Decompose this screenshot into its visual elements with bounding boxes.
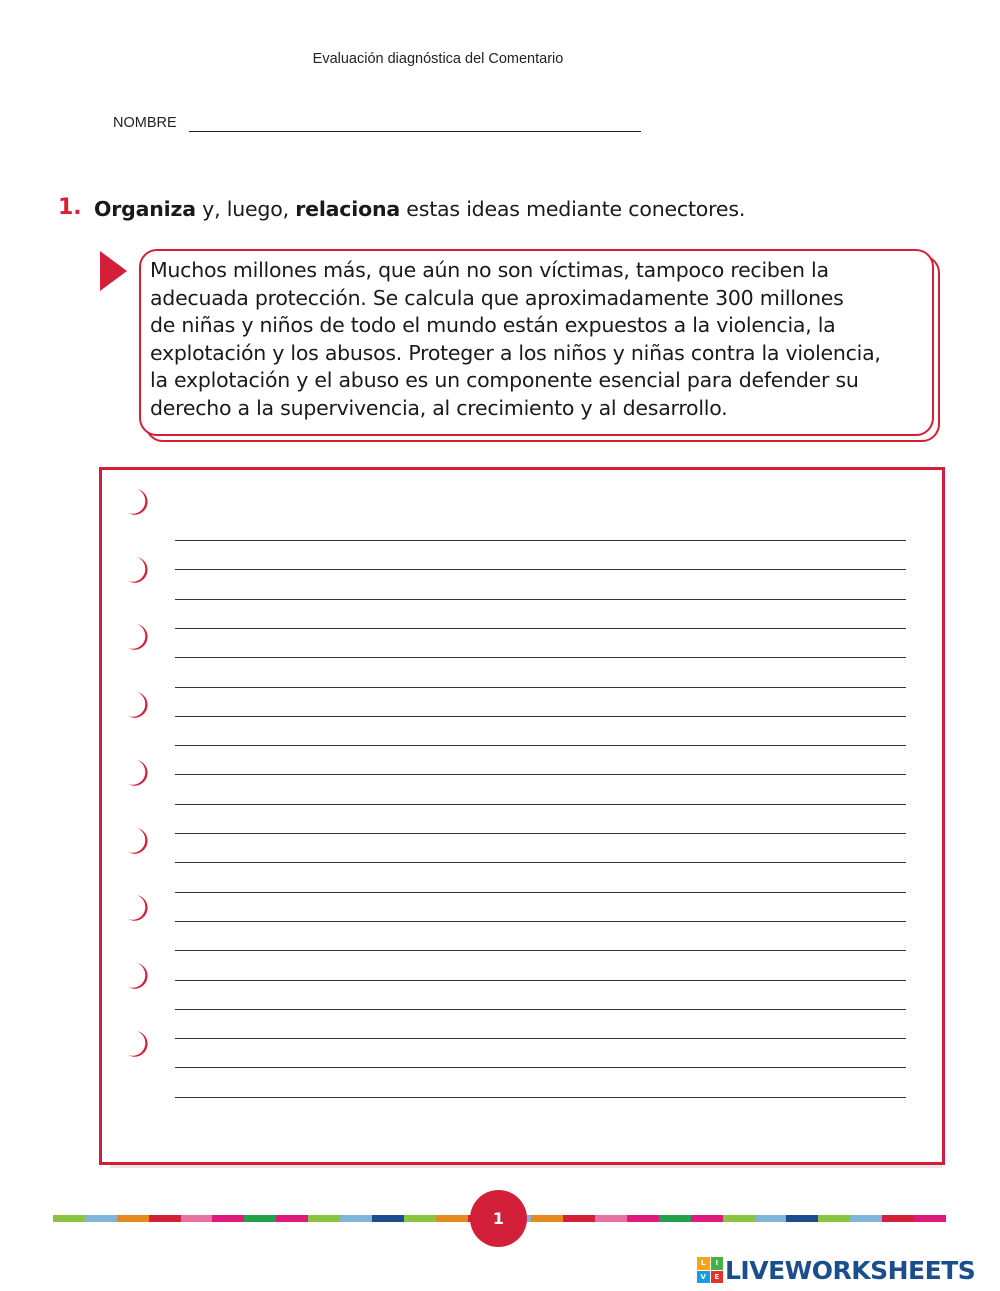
- footer-bar-segment: [691, 1215, 723, 1222]
- answer-rule-line[interactable]: [175, 687, 906, 688]
- answer-rule-line[interactable]: [175, 774, 906, 775]
- footer-bar-segment: [627, 1215, 659, 1222]
- answer-rule-line[interactable]: [175, 921, 906, 922]
- footer-bar-segment: [308, 1215, 340, 1222]
- name-label: NOMBRE: [113, 115, 177, 131]
- footer-bar-segment: [85, 1215, 117, 1222]
- answer-rule-line[interactable]: [175, 716, 906, 717]
- page-number-badge: 1: [470, 1190, 527, 1247]
- footer-bar-segment: [786, 1215, 818, 1222]
- crescent-bullet-icon: [125, 825, 155, 855]
- crescent-bullet-icon: [125, 486, 155, 516]
- answer-rule-line[interactable]: [175, 1067, 906, 1068]
- crescent-bullet-icon: [125, 757, 155, 787]
- brand-name: LIVEWORKSHEETS: [725, 1255, 976, 1285]
- answer-rule-line[interactable]: [175, 540, 906, 541]
- footer-bar-segment: [436, 1215, 468, 1222]
- instruction-verb-organiza: Organiza: [94, 197, 196, 221]
- logo-letter: I: [711, 1257, 724, 1270]
- crescent-bullet-icon: [125, 621, 155, 651]
- logo-letter: L: [697, 1257, 710, 1270]
- arrow-marker-icon: [100, 251, 127, 291]
- passage-line: Muchos millones más, que aún no son víctimas, tampoco reciben la: [150, 258, 829, 282]
- footer-bar-segment: [850, 1215, 882, 1222]
- answer-rule-line[interactable]: [175, 804, 906, 805]
- footer-bar-segment: [340, 1215, 372, 1222]
- footer-bar-segment: [531, 1215, 563, 1222]
- logo-letter: E: [711, 1271, 724, 1284]
- question-number: 1.: [58, 195, 82, 220]
- crescent-bullet-icon: [125, 689, 155, 719]
- name-line[interactable]: [189, 131, 641, 132]
- answer-rule-line[interactable]: [175, 657, 906, 658]
- footer-bar-segment: [53, 1215, 85, 1222]
- passage-text: [150, 257, 930, 423]
- footer-bar-segment: [755, 1215, 787, 1222]
- answer-rule-line[interactable]: [175, 1038, 906, 1039]
- answer-rule-line[interactable]: [175, 1097, 906, 1098]
- answer-box[interactable]: [99, 467, 945, 1165]
- footer-bar-segment: [117, 1215, 149, 1222]
- passage-line: adecuada protección. Se calcula que aproximadamente 300 millones: [150, 285, 844, 310]
- footer-bar-segment: [595, 1215, 627, 1222]
- crescent-bullet-icon: [125, 1028, 155, 1058]
- brand-logo: [697, 1255, 975, 1285]
- answer-rule-line[interactable]: [175, 950, 906, 951]
- answer-rule-line[interactable]: [175, 980, 906, 981]
- passage-line: de niñas y niños de todo el mundo están expuestos a la violencia, la: [150, 313, 836, 338]
- footer-bar-segment: [212, 1215, 244, 1222]
- answer-rule-line[interactable]: [175, 833, 906, 834]
- instruction-verb-relaciona: relaciona: [295, 197, 400, 221]
- passage-line: la explotación y el abuso es un componente esencial para defender su: [150, 368, 859, 393]
- page-header-title: Evaluación diagnóstica del Comentario: [312, 51, 564, 67]
- logo-letter: V: [697, 1271, 710, 1284]
- passage-line: explotación y los abusos. Proteger a los niños y niñas contra la violencia,: [150, 340, 881, 365]
- footer-bar-segment: [818, 1215, 850, 1222]
- footer-bar-segment: [276, 1215, 308, 1222]
- answer-rule-line[interactable]: [175, 862, 906, 863]
- liveworksheets-logo-icon: [697, 1257, 723, 1283]
- question-instruction: [94, 197, 745, 221]
- footer-bar-segment: [659, 1215, 691, 1222]
- answer-rule-line[interactable]: [175, 1009, 906, 1010]
- instruction-rest: estas ideas mediante conectores.: [399, 197, 746, 221]
- answer-rule-line[interactable]: [175, 599, 906, 600]
- crescent-bullet-icon: [125, 960, 155, 990]
- crescent-bullet-icon: [125, 892, 155, 922]
- answer-rule-line[interactable]: [175, 745, 906, 746]
- footer-bar-segment: [372, 1215, 404, 1222]
- footer-bar-segment: [882, 1215, 914, 1222]
- answer-rule-line[interactable]: [175, 628, 906, 629]
- answer-rule-line[interactable]: [175, 892, 906, 893]
- crescent-bullet-icon: [125, 554, 155, 584]
- footer-bar-segment: [244, 1215, 276, 1222]
- footer-bar-segment: [149, 1215, 181, 1222]
- passage-line: derecho a la supervivencia, al crecimiento y al desarrollo.: [150, 395, 728, 420]
- answer-rule-line[interactable]: [175, 569, 906, 570]
- footer-bar-segment: [914, 1215, 946, 1222]
- footer-bar-segment: [563, 1215, 595, 1222]
- instruction-mid: y, luego,: [195, 197, 296, 221]
- footer-bar-segment: [181, 1215, 213, 1222]
- footer-bar-segment: [723, 1215, 755, 1222]
- footer-bar-segment: [404, 1215, 436, 1222]
